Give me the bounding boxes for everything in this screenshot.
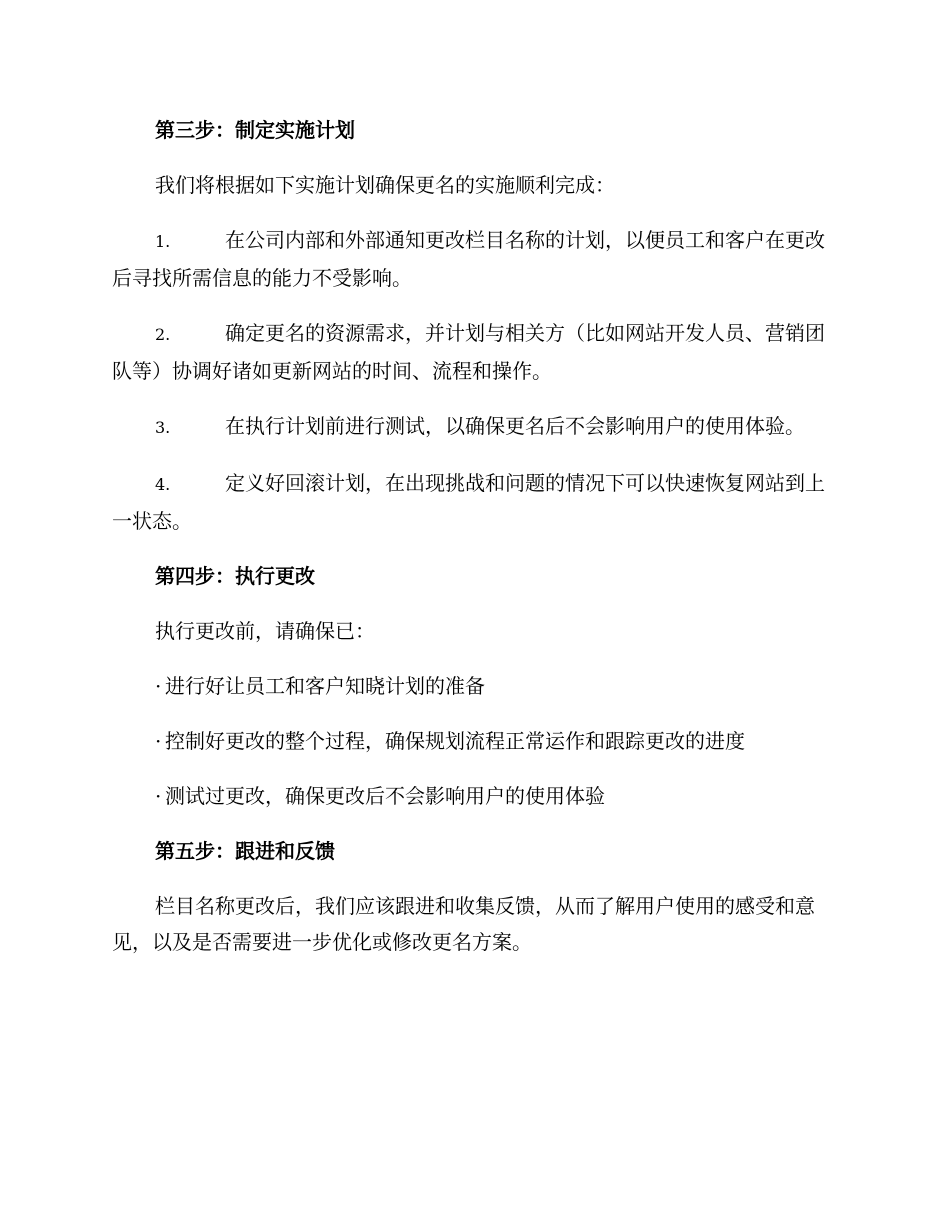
section-heading-step3: 第三步：制定实施计划 bbox=[155, 118, 355, 142]
bullet-text: 控制好更改的整个过程，确保规划流程正常运作和跟踪更改的进度 bbox=[165, 729, 745, 753]
step4-intro: 执行更改前，请确保已： bbox=[155, 619, 375, 643]
step4-bullet-3 bbox=[112, 778, 838, 814]
bullet-dot: · bbox=[155, 784, 162, 808]
list-item-text: 在执行计划前进行测试，以确保更名后不会影响用户的使用体验。 bbox=[225, 414, 805, 438]
list-number: 4. bbox=[155, 475, 171, 494]
step3-item-1 bbox=[112, 222, 838, 296]
bullet-dot: · bbox=[155, 674, 162, 698]
list-item-text: 确定更名的资源需求，并计划与相关方（比如网站开发人员、营销团队等）协调好诸如更新网站的时间、流程和操作。 bbox=[112, 321, 825, 383]
list-number: 3. bbox=[155, 418, 171, 437]
section-heading-step5: 第五步：跟进和反馈 bbox=[155, 839, 335, 863]
bullet-text: 进行好让员工和客户知晓计划的准备 bbox=[165, 674, 485, 698]
step3-item-2 bbox=[112, 315, 838, 389]
section-heading-step4: 第四步：执行更改 bbox=[155, 564, 315, 588]
list-item-text: 在公司内部和外部通知更改栏目名称的计划，以便员工和客户在更改后寻找所需信息的能力不受影响。 bbox=[112, 228, 825, 290]
step3-intro: 我们将根据如下实施计划确保更名的实施顺利完成： bbox=[155, 173, 615, 197]
list-number: 2. bbox=[155, 325, 171, 344]
bullet-dot: · bbox=[155, 729, 162, 753]
step3-item-4 bbox=[112, 465, 838, 539]
step3-item-3 bbox=[112, 408, 838, 446]
step4-bullet-1 bbox=[112, 668, 838, 704]
bullet-text: 测试过更改，确保更改后不会影响用户的使用体验 bbox=[165, 784, 605, 808]
step4-bullet-2 bbox=[112, 723, 838, 759]
list-number: 1. bbox=[155, 232, 171, 251]
step5-body: 栏目名称更改后，我们应该跟进和收集反馈，从而了解用户使用的感受和意见，以及是否需要进一步优化或修改更名方案。 bbox=[112, 894, 815, 954]
list-item-text: 定义好回滚计划，在出现挑战和问题的情况下可以快速恢复网站到上一状态。 bbox=[112, 471, 825, 533]
